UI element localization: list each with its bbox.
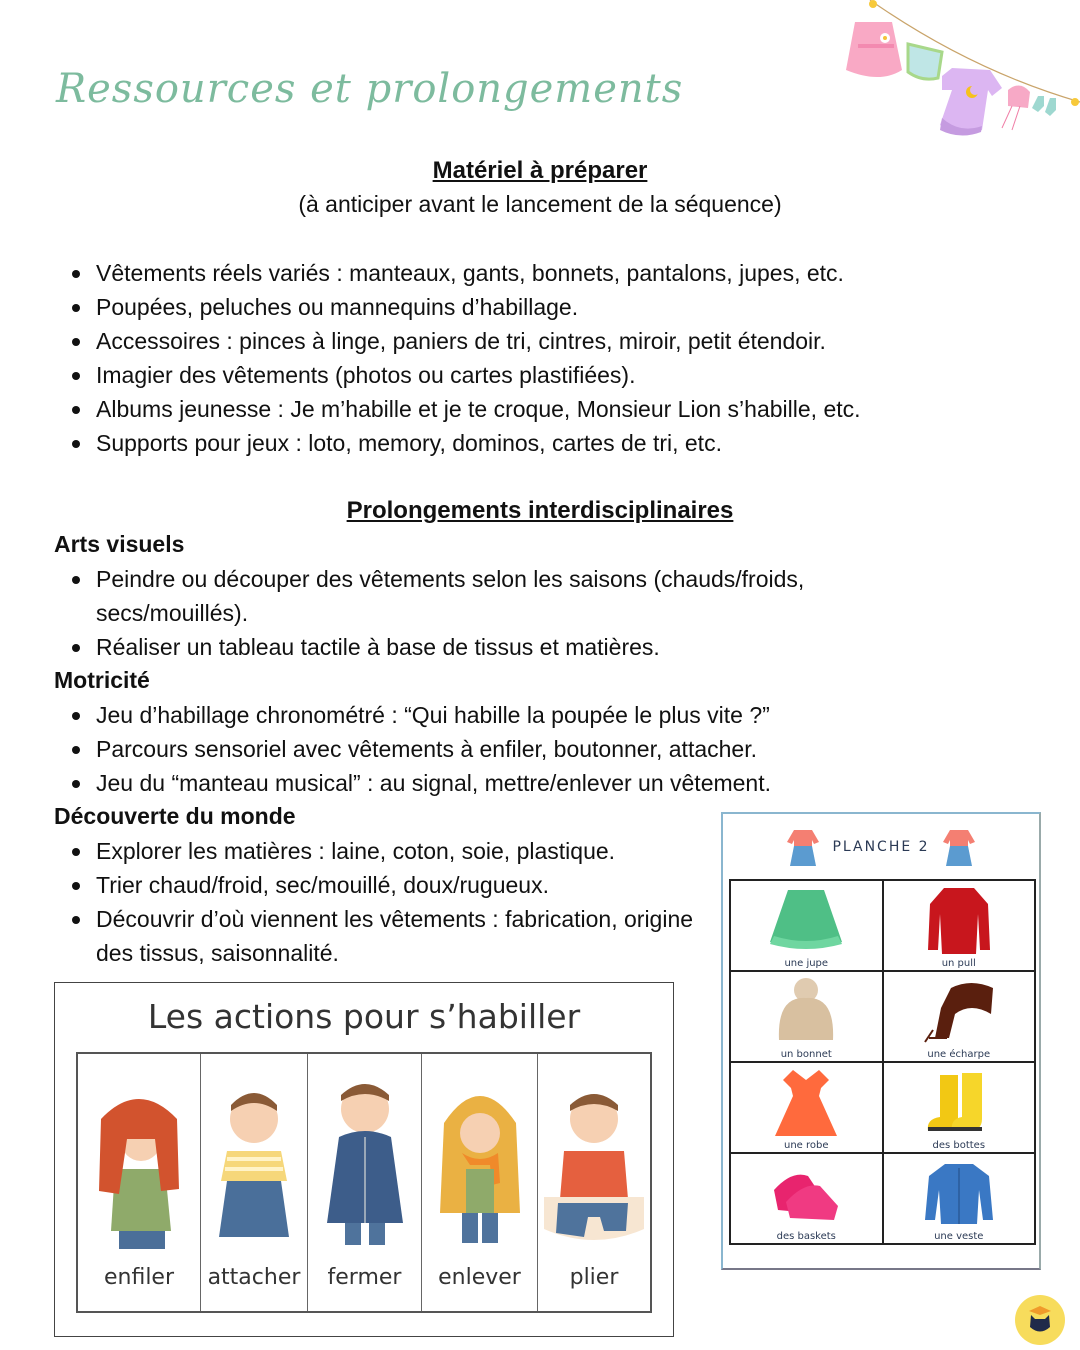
actions-title: Les actions pour s’habiller <box>147 997 581 1036</box>
planche-card-item: des baskets <box>730 1153 883 1244</box>
dress-icon <box>786 826 820 868</box>
action-card-plier: plier <box>538 1054 650 1311</box>
child-folding-pants-icon <box>544 1079 644 1249</box>
child-putting-on-sweater-icon <box>89 1079 189 1249</box>
planche-card-item: une écharpe <box>883 971 1036 1062</box>
actions-card <box>54 982 674 1337</box>
prolongements-heading: Prolongements interdisciplinaires <box>346 497 734 524</box>
list-item: Supports pour jeux : loto, memory, dominos, cartes de tri, etc. <box>54 426 1014 460</box>
arts-visuels-list <box>54 562 934 664</box>
planche-title: PLANCHE 2 <box>832 839 930 855</box>
action-card-fermer: fermer <box>308 1054 422 1311</box>
planche-card-item: une jupe <box>730 880 883 971</box>
child-attaching-skirt-icon <box>209 1079 299 1249</box>
action-card-enlever: enlever <box>422 1054 538 1311</box>
action-card-enfiler: enfiler <box>78 1054 201 1311</box>
sneakers-icon <box>768 1164 844 1222</box>
jacket-icon <box>923 1160 995 1226</box>
planche-card-item: un pull <box>883 880 1036 971</box>
clothes-garland-icon <box>830 0 1080 140</box>
planche-card <box>721 812 1041 1270</box>
list-item: Imagier des vêtements (photos ou cartes plastifiées). <box>54 358 1014 392</box>
child-zipping-coat-icon <box>315 1073 415 1249</box>
list-item: Peindre ou découper des vêtements selon les saisons (chauds/froids, secs/mouillés). <box>54 562 934 630</box>
actions-strip <box>76 1052 652 1313</box>
list-item: Découvrir d’où viennent les vêtements : fabrication, origine des tissus, saisonnalité. <box>54 902 714 970</box>
planche-card-item: une veste <box>883 1153 1036 1244</box>
decouverte-monde-list <box>54 834 714 970</box>
boots-icon <box>926 1069 992 1135</box>
action-card-attacher: attacher <box>201 1054 308 1311</box>
motricite-list <box>54 698 1014 800</box>
arts-visuels-heading: Arts visuels <box>54 531 185 557</box>
list-item: Poupées, peluches ou mannequins d’habillage. <box>54 290 1014 324</box>
page-title: Ressources et prolongements <box>56 66 684 112</box>
list-item: Albums jeunesse : Je m’habille et je te croque, Monsieur Lion s’habille, etc. <box>54 392 1014 426</box>
list-item: Parcours sensoriel avec vêtements à enfiler, boutonner, attacher. <box>54 732 1014 766</box>
list-item: Réaliser un tableau tactile à base de tissus et matières. <box>54 630 934 664</box>
list-item: Jeu d’habillage chronométré : “Qui habille la poupée le plus vite ?” <box>54 698 1014 732</box>
sweater-icon <box>926 884 992 956</box>
skirt-icon <box>766 886 846 954</box>
list-item: Vêtements réels variés : manteaux, gants, bonnets, pantalons, jupes, etc. <box>54 256 1014 290</box>
cat-graduation-logo-icon <box>1023 1303 1057 1337</box>
list-item: Trier chaud/froid, sec/mouillé, doux/rugueux. <box>54 868 714 902</box>
list-item: Accessoires : pinces à linge, paniers de tri, cintres, miroir, petit étendoir. <box>54 324 1014 358</box>
child-removing-coat-icon <box>430 1073 530 1249</box>
scarf-icon <box>921 978 997 1044</box>
list-item: Explorer les matières : laine, coton, soie, plastique. <box>54 834 714 868</box>
beanie-icon <box>771 976 841 1046</box>
chat-d-ecole-logo <box>1015 1295 1065 1345</box>
materiel-list <box>54 256 1014 460</box>
dress-icon <box>773 1066 839 1138</box>
dress-icon <box>942 826 976 868</box>
motricite-heading: Motricité <box>54 667 150 693</box>
planche-card-item: un bonnet <box>730 971 883 1062</box>
planche-card-item: des bottes <box>883 1062 1036 1153</box>
materiel-subtitle: (à anticiper avant le lancement de la séquence) <box>298 191 782 217</box>
planche-grid <box>729 879 1036 1245</box>
materiel-heading: Matériel à préparer <box>432 157 648 184</box>
planche-card-item: une robe <box>730 1062 883 1153</box>
planche-header <box>723 822 1039 872</box>
list-item: Jeu du “manteau musical” : au signal, mettre/enlever un vêtement. <box>54 766 1014 800</box>
decouverte-monde-heading: Découverte du monde <box>54 803 296 829</box>
